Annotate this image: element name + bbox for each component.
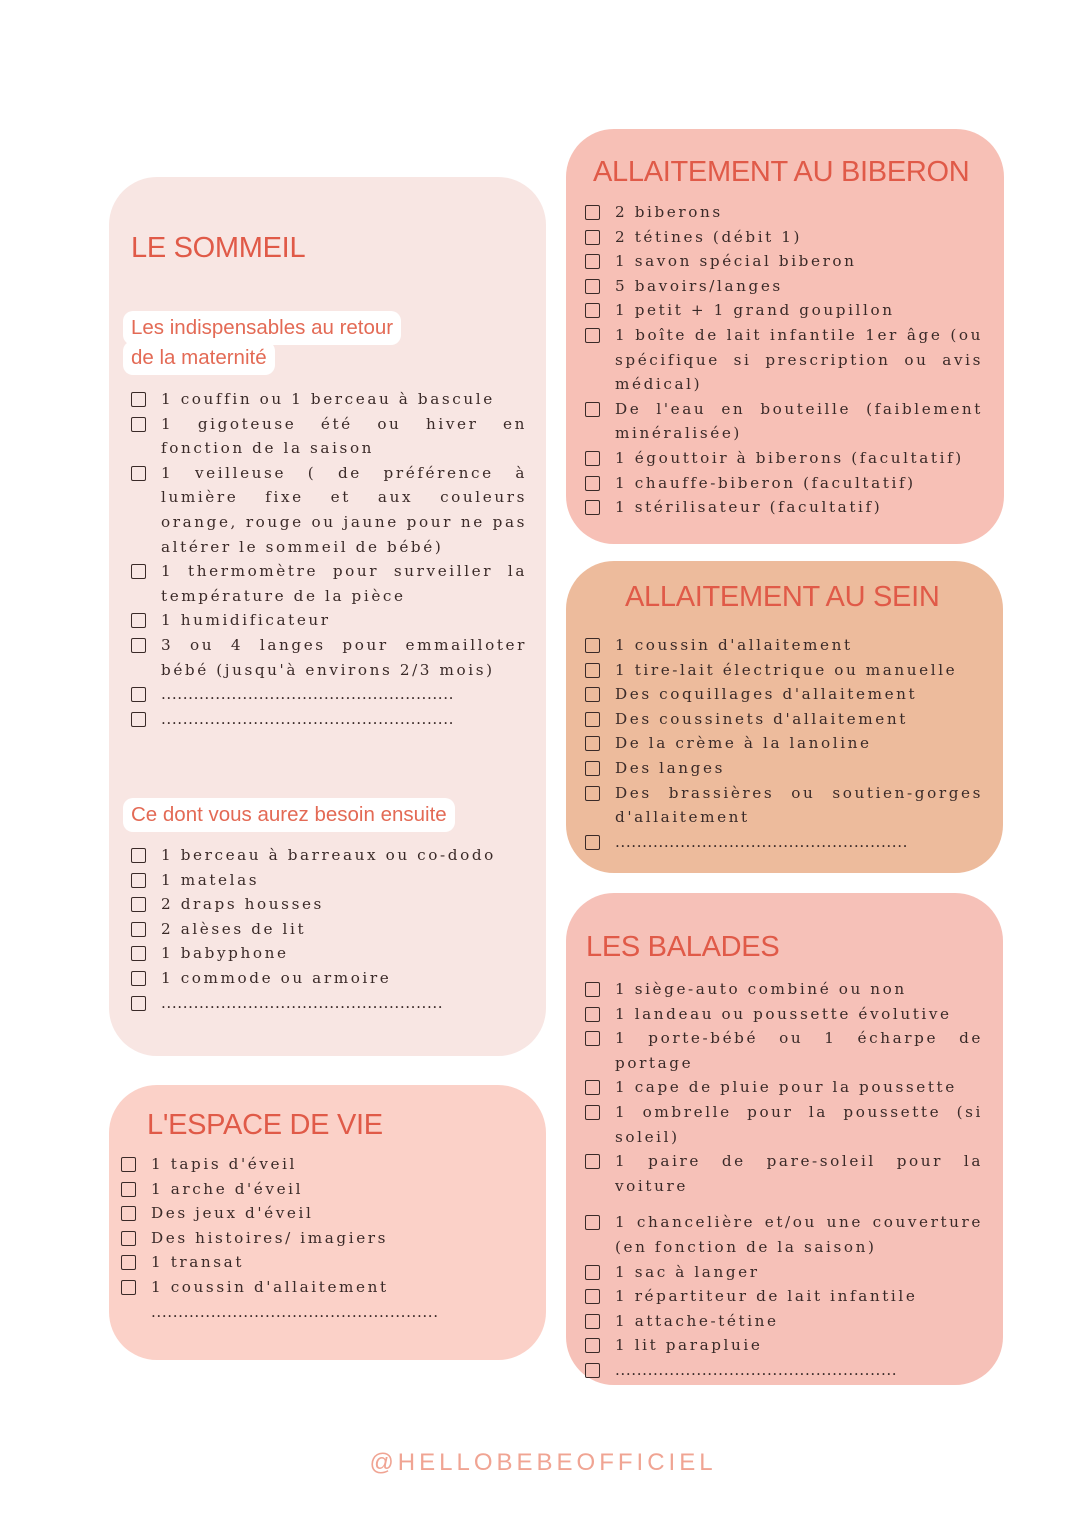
checkbox[interactable]	[131, 946, 146, 961]
checklist-item	[585, 471, 983, 496]
checkbox[interactable]	[585, 254, 600, 269]
checklist-item	[585, 633, 983, 658]
checkbox[interactable]	[121, 1280, 136, 1295]
checklist-item	[131, 917, 527, 942]
item-label: 2 draps housses	[161, 895, 324, 914]
checkbox[interactable]	[585, 835, 600, 850]
checklist-item	[121, 1275, 521, 1300]
checklist-item	[131, 892, 527, 917]
checklist-item	[585, 1149, 983, 1198]
checklist-item	[585, 1210, 983, 1259]
item-label: 3 ou 4 langes pour emmailloter bébé (jusqu'à environs 2/3 mois)	[161, 635, 527, 679]
checkbox[interactable]	[585, 761, 600, 776]
item-label: 1 cape de pluie pour la poussette	[615, 1078, 957, 1097]
sommeil-subtitle-ensuite: Ce dont vous aurez besoin ensuite	[123, 798, 455, 832]
checkbox[interactable]	[585, 328, 600, 343]
balades-checklist	[585, 977, 983, 1383]
checklist-item	[585, 1358, 983, 1383]
checkbox[interactable]	[585, 1031, 600, 1046]
checkbox[interactable]	[585, 786, 600, 801]
item-label: 1 petit + 1 grand goupillon	[615, 301, 895, 320]
item-label: Des langes	[615, 758, 725, 777]
checklist-item	[585, 756, 983, 781]
checkbox[interactable]	[585, 230, 600, 245]
biberon-title: ALLAITEMENT AU BIBERON	[593, 156, 970, 188]
item-label: 1 landeau ou poussette évolutive	[615, 1004, 952, 1023]
item-label: 1 humidificateur	[161, 611, 331, 630]
checkbox[interactable]	[585, 1007, 600, 1022]
sommeil-checklist-ensuite	[131, 843, 527, 1015]
checkbox[interactable]	[585, 402, 600, 417]
checkbox[interactable]	[585, 1363, 600, 1378]
checklist-item	[131, 966, 527, 991]
item-label: 1 transat	[151, 1253, 245, 1272]
item-label: 1 boîte de lait infantile 1er âge (ou spécifique si prescription ou avis médical)	[615, 325, 983, 394]
item-label: 1 coussin d'allaitement	[151, 1277, 389, 1296]
item-label: 1 babyphone	[161, 944, 289, 963]
checklist-item	[121, 1152, 521, 1177]
checklist-item	[585, 682, 983, 707]
biberon-card	[566, 129, 1004, 544]
checkbox[interactable]	[131, 613, 146, 628]
item-label: 5 bavoirs/langes	[615, 276, 783, 295]
checklist-item	[121, 1177, 521, 1202]
item-label: 1 savon spécial biberon	[615, 252, 857, 271]
item-label: 1 lit parapluie	[615, 1336, 763, 1355]
checkbox[interactable]	[585, 982, 600, 997]
checklist-item	[585, 977, 983, 1002]
checklist-item	[131, 991, 527, 1016]
item-label: 1 paire de pare-soleil pour la voiture	[615, 1152, 983, 1195]
checkbox[interactable]	[131, 638, 146, 653]
item-label: 1 tire-lait électrique ou manuelle	[615, 660, 958, 679]
checkbox[interactable]	[585, 1080, 600, 1095]
checkbox[interactable]	[585, 663, 600, 678]
item-label: 2 alèses de lit	[161, 919, 307, 938]
blank-line: ......................................................	[161, 685, 455, 704]
item-label: 1 répartiteur de lait infantile	[615, 1287, 918, 1306]
item-label: De l'eau en bouteille (faiblement minéralisée)	[615, 399, 983, 443]
checkbox[interactable]	[131, 996, 146, 1011]
item-label: 1 matelas	[161, 870, 260, 889]
checkbox[interactable]	[131, 897, 146, 912]
item-label: 1 siège-auto combiné ou non	[615, 980, 907, 998]
item-label: 1 attache-tétine	[615, 1311, 779, 1330]
checklist-item	[585, 298, 983, 323]
blank-line: ......................................................	[615, 832, 909, 851]
blank-line: ....................................................	[161, 993, 444, 1012]
checkbox[interactable]	[121, 1182, 136, 1197]
item-label: 1 berceau à barreaux ou co-dodo	[161, 846, 496, 864]
checklist-item	[585, 1026, 983, 1075]
checkbox[interactable]	[585, 205, 600, 220]
checklist-item	[121, 1201, 521, 1226]
checklist-item	[585, 225, 983, 250]
espace-title: L'ESPACE DE VIE	[147, 1109, 383, 1141]
item-label: 1 couffin ou 1 berceau à bascule	[161, 390, 495, 408]
checklist-item	[585, 1309, 983, 1334]
checklist-item	[585, 1002, 983, 1027]
checklist-item	[585, 249, 983, 274]
checklist-item	[121, 1250, 521, 1275]
checklist-item	[131, 843, 527, 868]
checkbox[interactable]	[585, 303, 600, 318]
checklist-item	[131, 633, 527, 682]
checklist-item	[585, 658, 983, 683]
checklist-item	[121, 1226, 521, 1251]
checkbox[interactable]	[121, 1157, 136, 1172]
item-label: De la crème à la lanoline	[615, 734, 872, 753]
checklist-item	[585, 1333, 983, 1358]
checklist-item	[585, 323, 983, 397]
checklist-item	[585, 274, 983, 299]
checkbox[interactable]	[131, 712, 146, 727]
checklist-item	[585, 200, 983, 225]
item-label: 1 thermomètre pour surveiller la température de la pièce	[161, 562, 527, 605]
checklist-item	[585, 830, 983, 855]
sommeil-title: LE SOMMEIL	[131, 232, 306, 264]
item-label: 1 arche d'éveil	[151, 1179, 304, 1198]
checklist-item	[585, 1075, 983, 1100]
item-label: 1 chancelière et/ou une couverture (en fonction de la saison)	[615, 1213, 983, 1256]
sommeil-card	[109, 177, 546, 1056]
item-label: 1 ombrelle pour la poussette (si soleil)	[615, 1102, 983, 1146]
checkbox[interactable]	[585, 451, 600, 466]
checkbox[interactable]	[131, 922, 146, 937]
checkbox[interactable]	[585, 687, 600, 702]
espace-card	[109, 1085, 546, 1360]
checklist-item	[585, 1100, 983, 1149]
item-label: 1 tapis d'éveil	[151, 1155, 298, 1173]
checkbox[interactable]	[121, 1255, 136, 1270]
checklist-item	[585, 495, 983, 520]
checkbox[interactable]	[585, 500, 600, 515]
item-label: 1 chauffe-biberon (facultatif)	[615, 473, 916, 492]
checklist-item	[585, 1284, 983, 1309]
biberon-checklist	[585, 200, 983, 520]
checklist-item	[585, 446, 983, 471]
balades-card	[566, 893, 1003, 1385]
checklist-item	[585, 781, 983, 830]
sommeil-subtitle-line2: de la maternité	[123, 341, 275, 375]
checkbox[interactable]	[131, 392, 146, 407]
item-label: Des brassières ou soutien-gorges d'allaitement	[615, 783, 983, 827]
checkbox[interactable]	[585, 1338, 600, 1353]
checklist-item	[131, 387, 527, 412]
checkbox[interactable]	[131, 417, 146, 432]
footer-handle: @HELLOBEBEOFFICIEL	[369, 1449, 717, 1476]
checkbox[interactable]	[131, 873, 146, 888]
checkbox[interactable]	[585, 1314, 600, 1329]
item-label: 1 sac à langer	[615, 1262, 760, 1281]
sein-card	[566, 561, 1003, 873]
checklist-item	[131, 461, 527, 559]
checklist-item	[131, 559, 527, 608]
checkbox[interactable]	[585, 736, 600, 751]
checkbox[interactable]	[585, 1265, 600, 1280]
checkbox[interactable]	[131, 971, 146, 986]
checklist-item	[585, 731, 983, 756]
checklist-item	[131, 707, 527, 732]
item-label: 1 égouttoir à biberons (facultatif)	[615, 448, 964, 467]
blank-line: ....................................................	[615, 1360, 898, 1379]
checkbox[interactable]	[131, 564, 146, 579]
blank-line: .....................................................	[151, 1302, 439, 1321]
checkbox[interactable]	[131, 466, 146, 481]
checkbox[interactable]	[585, 1105, 600, 1120]
checklist-item	[585, 397, 983, 446]
checkbox[interactable]	[585, 279, 600, 294]
sommeil-subtitle-line1: Les indispensables au retour	[123, 311, 401, 345]
balades-title: LES BALADES	[586, 931, 780, 963]
blank-line-row	[121, 1300, 521, 1325]
checkbox[interactable]	[585, 1154, 600, 1169]
item-label: Des coquillages d'allaitement	[615, 685, 918, 704]
sein-checklist	[585, 633, 983, 854]
checklist-item	[131, 412, 527, 461]
checklist-item	[585, 707, 983, 732]
checkbox[interactable]	[585, 638, 600, 653]
item-label: 1 porte-bébé ou 1 écharpe de portage	[615, 1029, 983, 1072]
checklist-item	[131, 941, 527, 966]
checklist-item	[131, 682, 527, 707]
sommeil-checklist-retour	[131, 387, 527, 731]
checklist-item	[131, 868, 527, 893]
checkbox[interactable]	[121, 1206, 136, 1221]
espace-checklist	[121, 1152, 521, 1324]
item-label: 1 commode ou armoire	[161, 968, 392, 987]
sein-title: ALLAITEMENT AU SEIN	[625, 581, 940, 613]
blank-line: ......................................................	[161, 709, 455, 728]
checkbox[interactable]	[585, 476, 600, 491]
item-label: 2 tétines (débit 1)	[615, 227, 803, 246]
item-label: 2 biberons	[615, 203, 723, 221]
checkbox[interactable]	[131, 687, 146, 702]
checkbox[interactable]	[585, 1215, 600, 1230]
item-label: 1 coussin d'allaitement	[615, 636, 853, 654]
item-label: Des jeux d'éveil	[151, 1204, 314, 1223]
checklist-item	[585, 1260, 983, 1285]
checkbox[interactable]	[585, 712, 600, 727]
checkbox[interactable]	[585, 1289, 600, 1304]
item-label: Des coussinets d'allaitement	[615, 709, 908, 728]
item-label: 1 stérilisateur (facultatif)	[615, 498, 883, 517]
checklist-item	[131, 608, 527, 633]
item-label: Des histoires/ imagiers	[151, 1228, 389, 1247]
checkbox[interactable]	[131, 848, 146, 863]
item-label: 1 gigoteuse été ou hiver en fonction de la saison	[161, 414, 527, 458]
item-label: 1 veilleuse ( de préférence à lumière fixe et aux couleurs orange, rouge ou jaune pour ne pas altérer le sommeil de bébé)	[161, 463, 527, 556]
checkbox[interactable]	[121, 1231, 136, 1246]
